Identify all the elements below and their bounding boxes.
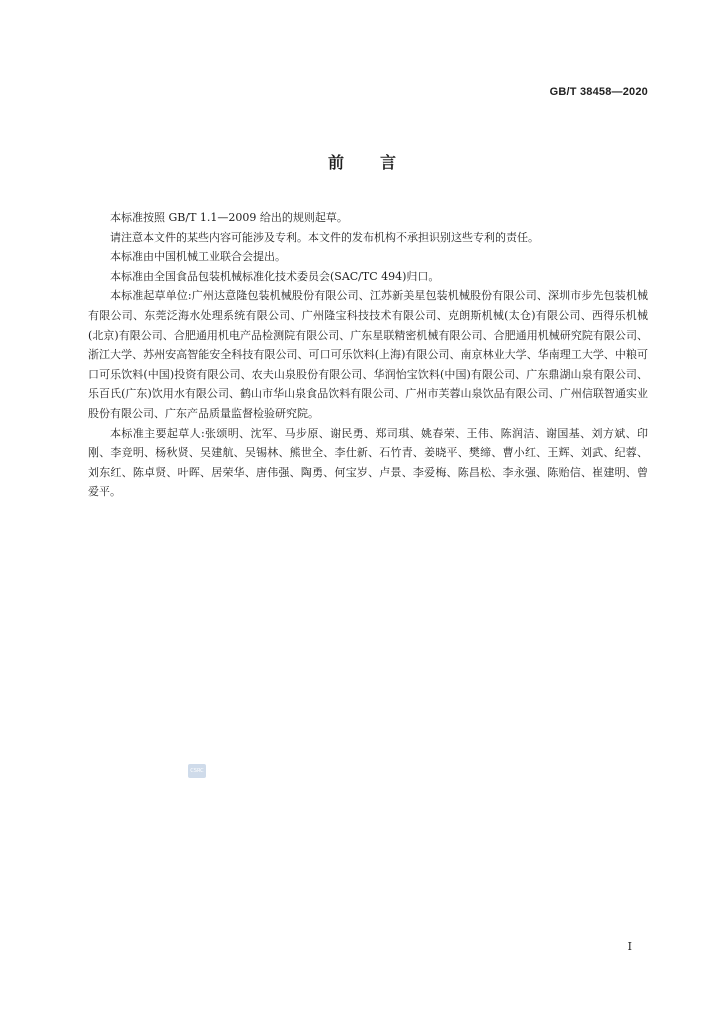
watermark-stamp [188,764,206,778]
page-number: I [627,940,632,953]
paragraph-drafting-rules: 本标准按照 GB/T 1.1—2009 给出的规则起草。 [110,211,348,224]
paragraph-committee: 本标准由全国食品包装机械标准化技术委员会(SAC/TC 494)归口。 [110,269,440,283]
foreword-body [88,208,648,502]
paragraph-patent-notice: 请注意本文件的某些内容可能涉及专利。本文件的发布机构不承担识别这些专利的责任。 [110,230,539,244]
paragraph-drafting-units: 本标准起草单位:广州达意隆包装机械股份有限公司、江苏新美星包装机械股份有限公司、深圳市步先包装机械有限公司、东莞泛海水处理系统有限公司、广州隆宝科技技术有限公司、克朗斯机械(太仓)有限公司、西得乐机械(北京)有限公司、合肥通用机电产品检测院有限公司、广东星联精密机械有限公司、合肥通用机械研究院有限公司、浙江大学、苏州安高智能安全科技有限公司、可口可乐饮料(上海)有限公司、南京林业大学、华南理工大学、中粮可口可乐饮料(中国)投资有限公司、农夫山泉股份有限公司、华润怡宝饮料(中国)有限公司、广东鼎湖山泉有限公司、乐百氏(广东)饮用水有限公司、鹤山市华山泉食品饮料有限公司、广州市芙蓉山泉饮品有限公司、广州信联智通实业股份有限公司、广东产品质量监督检验研究院。 [88,289,648,420]
watermark-stamp-text: CSRC [190,768,204,774]
paragraph-proposer: 本标准由中国机械工业联合会提出。 [110,250,286,264]
page-title: 前言 [327,153,432,172]
paragraph-drafters: 本标准主要起草人:张颂明、沈军、马步原、谢民勇、郑司琪、姚春荣、王伟、陈润洁、谢国基、刘方斌、印刚、李竞明、杨秋贤、吴建航、吴锡林、熊世全、李仕新、石竹青、姜晓平、樊缔、曹小红、王辉、刘武、纪蓉、刘东红、陈卓贤、叶晖、居荣华、唐伟强、陶勇、何宝岁、卢景、李爱梅、陈昌松、李永强、陈贻信、崔建明、曾爱平。 [88,426,648,499]
standard-code: GB/T 38458—2020 [549,86,648,98]
